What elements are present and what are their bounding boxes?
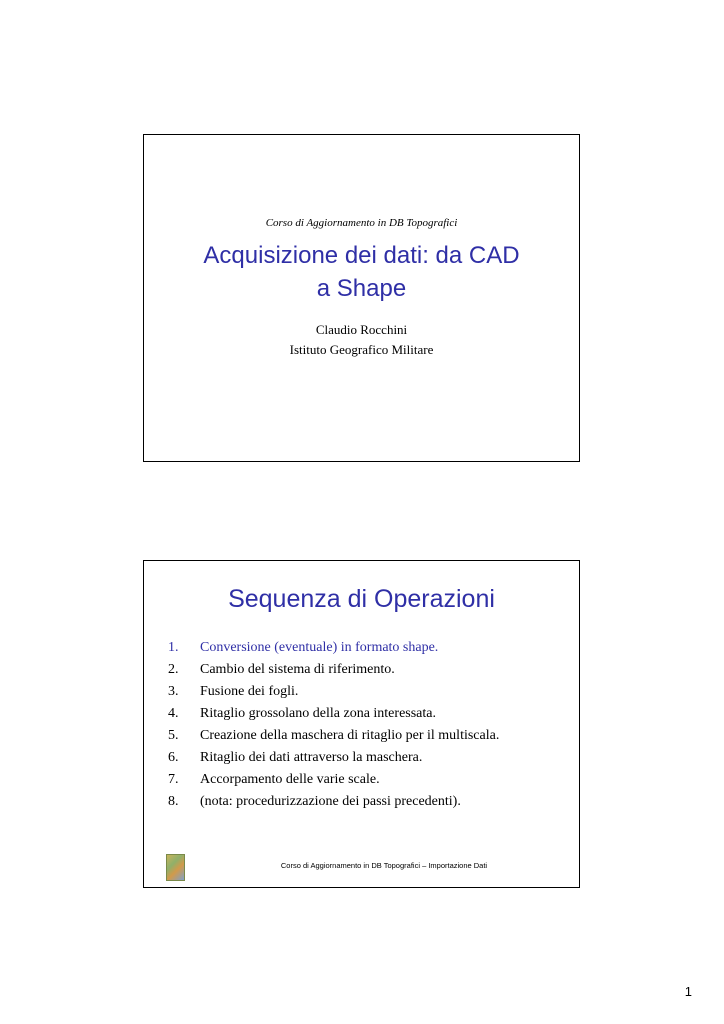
slide-footer: Corso di Aggiornamento in DB Topografici – Importazione Dati	[280, 861, 488, 870]
item-number: 2.	[168, 662, 179, 677]
page-number: 1	[684, 984, 692, 999]
item-text: Ritaglio dei dati attraverso la maschera.	[200, 750, 423, 765]
item-text: Creazione della maschera di ritaglio per il multiscala.	[200, 728, 500, 743]
list-item	[168, 771, 568, 788]
item-text: Ritaglio grossolano della zona interessata.	[200, 706, 436, 721]
slide-title: Sequenza di Operazioni	[228, 585, 495, 613]
item-text: Fusione dei fogli.	[200, 684, 299, 699]
item-text: (nota: procedurizzazione dei passi precedenti).	[200, 794, 461, 809]
slide-operations	[143, 560, 580, 888]
course-name: Corso di Aggiornamento in DB Topografici	[265, 217, 458, 229]
list-item	[168, 639, 568, 656]
item-number: 7.	[168, 772, 179, 787]
item-number: 8.	[168, 794, 179, 809]
institution-name: Istituto Geografico Militare	[289, 342, 434, 357]
course-logo-icon	[166, 854, 185, 881]
item-number: 6.	[168, 750, 179, 765]
item-number: 3.	[168, 684, 179, 699]
list-item	[168, 749, 568, 766]
title-line-2: a Shape	[316, 275, 407, 302]
slide-title	[143, 134, 580, 462]
presentation-title	[144, 239, 579, 305]
title-line-1: Acquisizione dei dati: da CAD	[203, 242, 520, 269]
author-name: Claudio Rocchini	[315, 322, 408, 337]
item-text: Conversione (eventuale) in formato shape.	[200, 640, 439, 655]
operations-list	[168, 639, 568, 815]
item-text: Accorpamento delle varie scale.	[200, 772, 380, 787]
list-item	[168, 683, 568, 700]
list-item	[168, 727, 568, 744]
item-number: 1.	[168, 640, 179, 655]
list-item	[168, 705, 568, 722]
item-number: 4.	[168, 706, 179, 721]
item-number: 5.	[168, 728, 179, 743]
item-text: Cambio del sistema di riferimento.	[200, 662, 395, 677]
list-item	[168, 661, 568, 678]
list-item	[168, 793, 568, 810]
